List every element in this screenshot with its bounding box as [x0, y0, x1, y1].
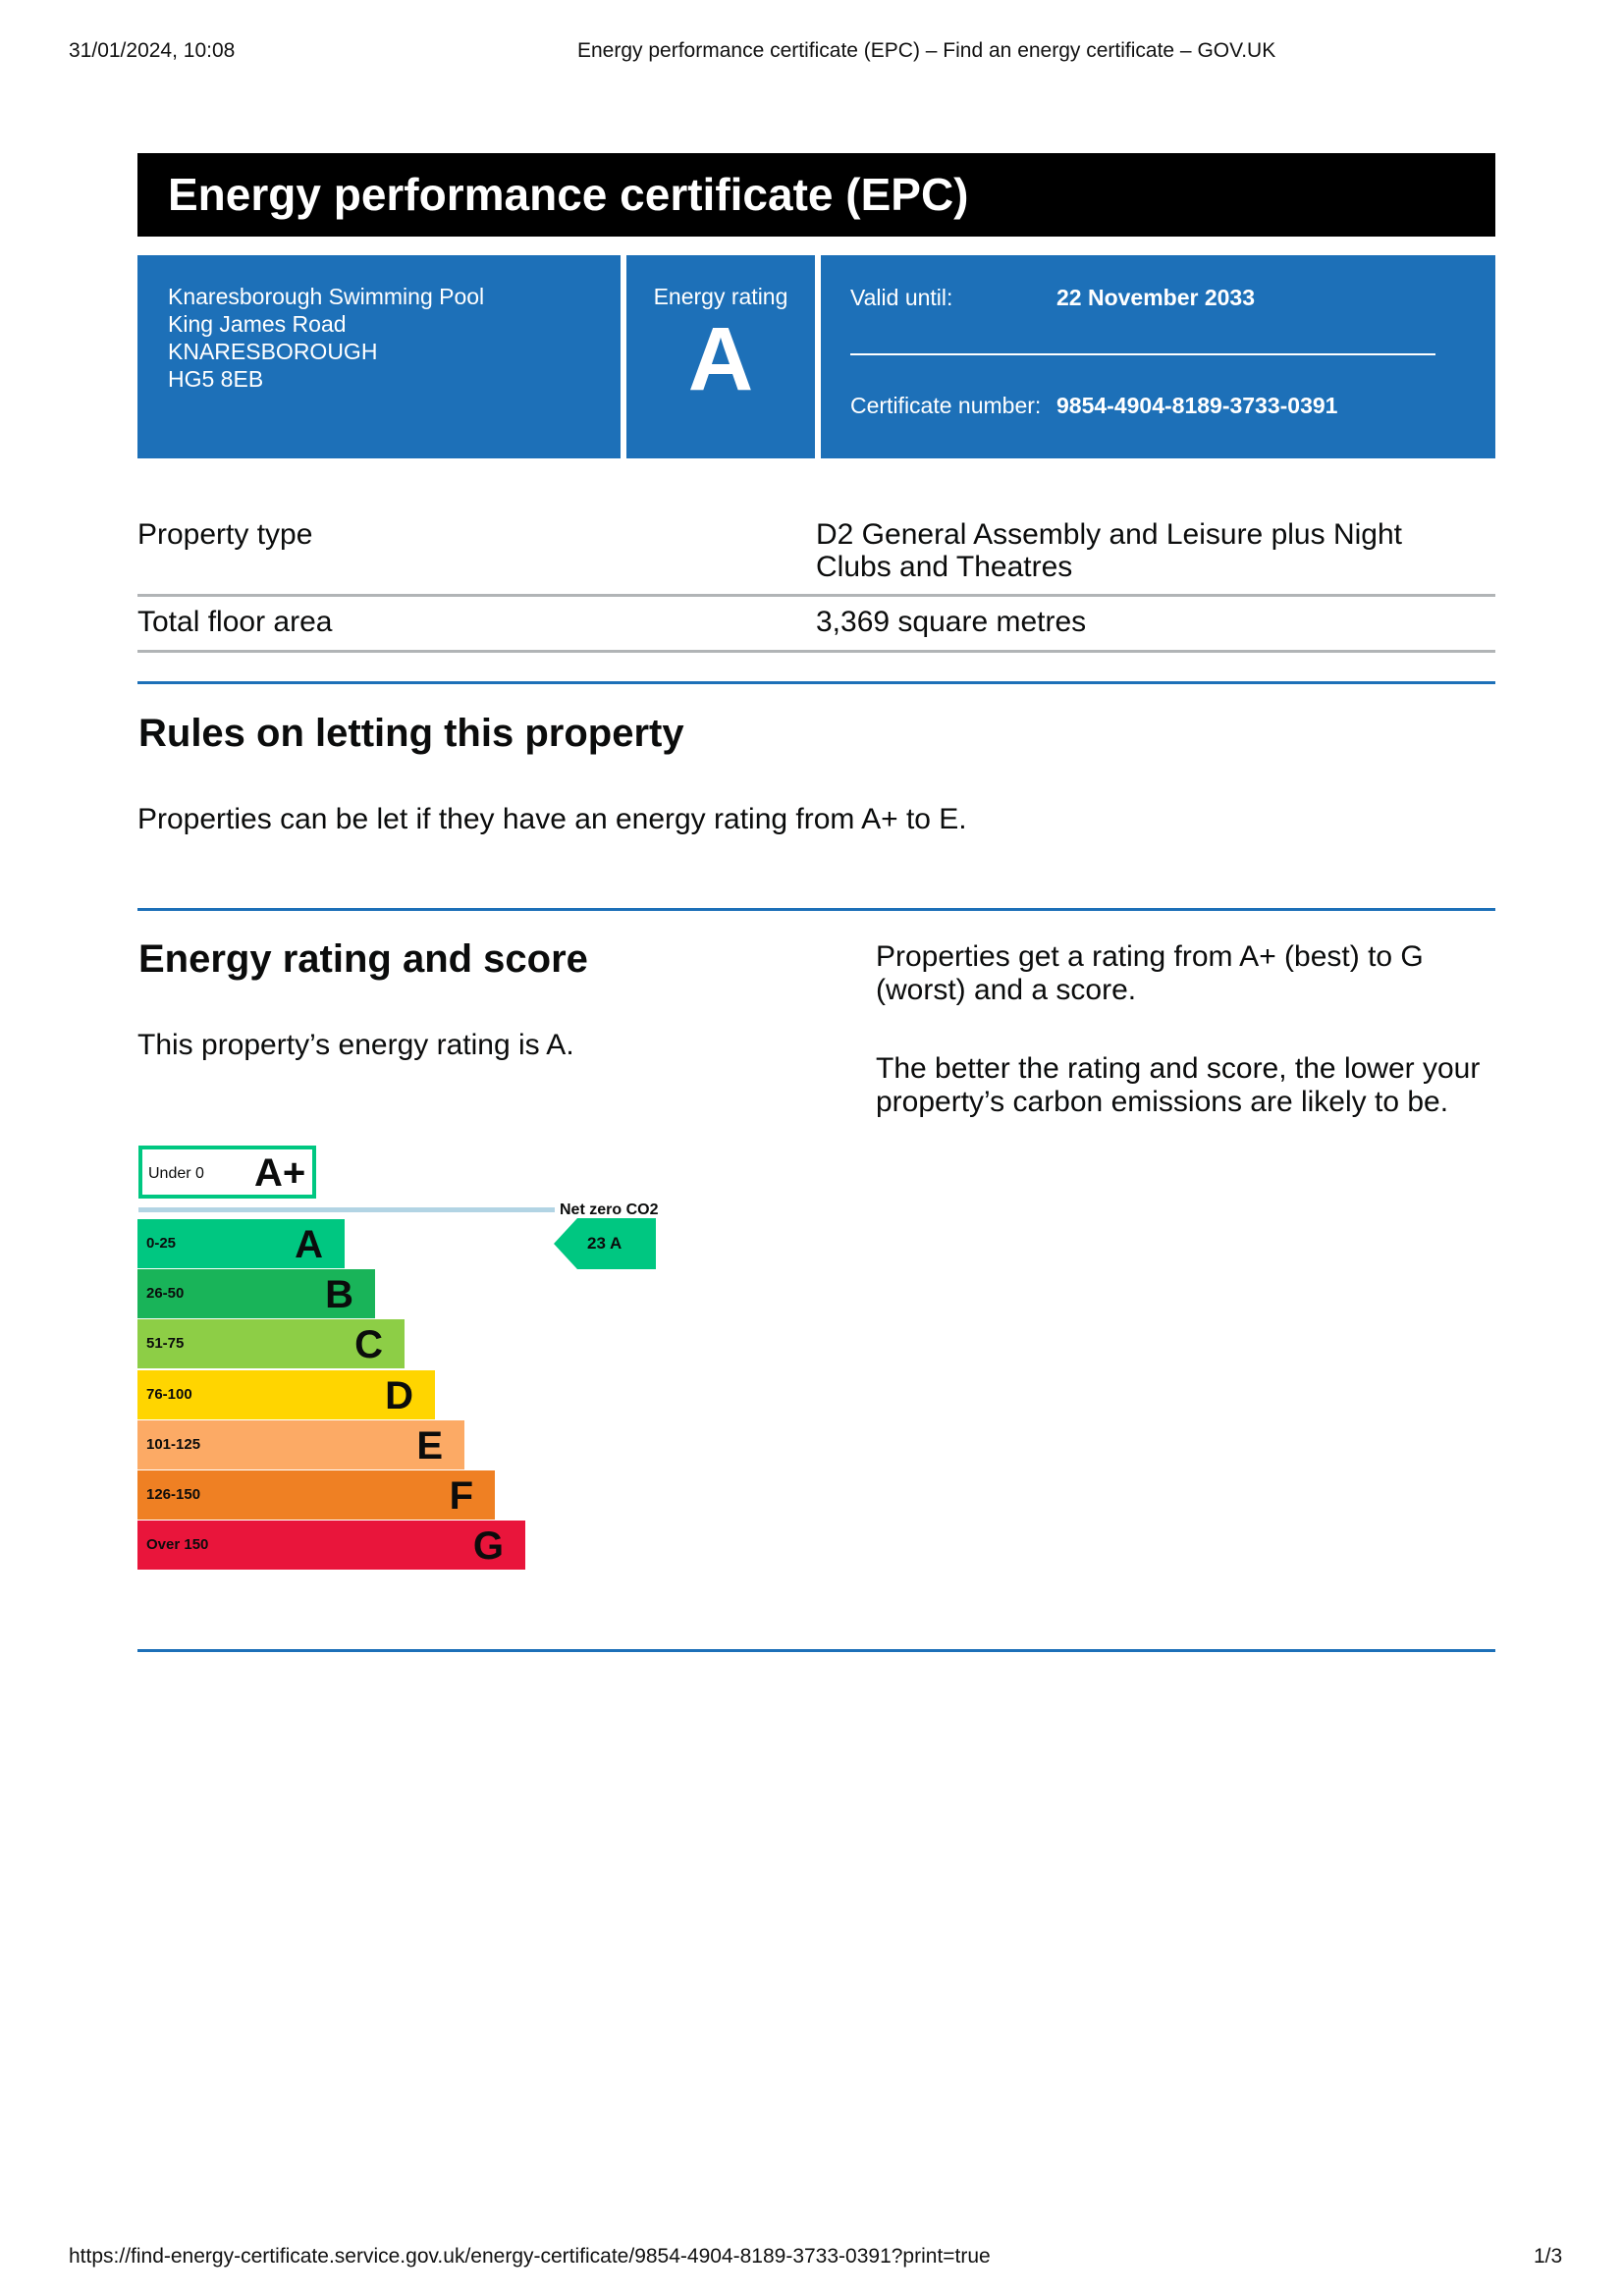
valid-until-label: Valid until:: [850, 285, 953, 310]
band-range: 26-50: [146, 1285, 185, 1302]
band-letter: F: [449, 1474, 473, 1518]
print-page-number: 1/3: [1534, 2245, 1563, 2268]
certificate-number-value: 9854-4904-8189-3733-0391: [1056, 393, 1338, 418]
band-d: [137, 1370, 435, 1419]
band-a-plus: [138, 1146, 316, 1199]
valid-until-value: 22 November 2033: [1056, 285, 1256, 310]
divider: [137, 594, 1495, 597]
current-score-marker: [554, 1218, 656, 1269]
print-page-title: Energy performance certificate (EPC) – Find an energy certificate – GOV.UK: [577, 39, 1276, 62]
divider: [850, 353, 1435, 355]
band-b: [137, 1269, 375, 1318]
band-letter: D: [385, 1374, 413, 1417]
band-letter: C: [354, 1323, 383, 1366]
property-rating-text: This property’s energy rating is A.: [137, 1029, 574, 1061]
property-type-label: Property type: [137, 518, 313, 551]
band-letter: E: [416, 1424, 443, 1468]
band-g: [137, 1521, 525, 1570]
band-f: [137, 1470, 495, 1520]
band-letter: A+: [254, 1151, 306, 1195]
rating-info-2: The better the rating and score, the lower your property’s carbon emissions are likely to be.: [876, 1052, 1481, 1118]
band-range: 76-100: [146, 1386, 192, 1403]
floor-area-value: 3,369 square metres: [816, 606, 1087, 638]
letting-text: Properties can be let if they have an energy rating from A+ to E.: [137, 803, 967, 835]
address-line-4: HG5 8EB: [168, 366, 264, 392]
band-c: [137, 1319, 405, 1368]
net-zero-line: [138, 1207, 555, 1212]
print-url: https://find-energy-certificate.service.gov.uk/energy-certificate/9854-4904-8189-3733-0391?print=true: [69, 2245, 991, 2268]
band-e: [137, 1420, 464, 1469]
rating-heading: Energy rating and score: [138, 937, 588, 981]
address-line-2: King James Road: [168, 311, 347, 337]
band-letter: A: [295, 1223, 323, 1266]
band-range: 51-75: [146, 1335, 185, 1352]
band-a: [137, 1219, 345, 1268]
energy-rating-label: Energy rating: [653, 284, 788, 309]
property-type-value: D2 General Assembly and Leisure plus Night Clubs and Theatres: [816, 518, 1402, 583]
rating-info-1: Properties get a rating from A+ (best) to G (worst) and a score.: [876, 940, 1424, 1006]
band-range: 126-150: [146, 1486, 201, 1503]
band-range: 101-125: [146, 1436, 201, 1453]
band-range: Under 0: [148, 1165, 204, 1182]
band-range: 0-25: [146, 1235, 177, 1252]
address-line-1: Knaresborough Swimming Pool: [168, 284, 485, 309]
address-box: [137, 255, 621, 458]
address-line-3: KNARESBOROUGH: [168, 339, 378, 364]
band-range: Over 150: [146, 1536, 209, 1553]
energy-rating-box: [626, 255, 815, 458]
validity-box: [821, 255, 1495, 458]
print-datetime: 31/01/2024, 10:08: [69, 39, 236, 62]
current-score-label: 23 A: [587, 1234, 622, 1253]
section-divider: [137, 1649, 1495, 1652]
net-zero-label: Net zero CO2: [560, 1201, 659, 1218]
page-title: Energy performance certificate (EPC): [137, 153, 1495, 237]
band-letter: G: [472, 1524, 504, 1568]
letting-heading: Rules on letting this property: [138, 712, 684, 755]
energy-rating-letter: A: [687, 309, 754, 409]
certificate-number-label: Certificate number:: [850, 393, 1042, 418]
floor-area-label: Total floor area: [137, 606, 333, 638]
band-letter: B: [325, 1273, 353, 1316]
divider: [137, 650, 1495, 653]
section-divider: [137, 681, 1495, 684]
section-divider: [137, 908, 1495, 911]
